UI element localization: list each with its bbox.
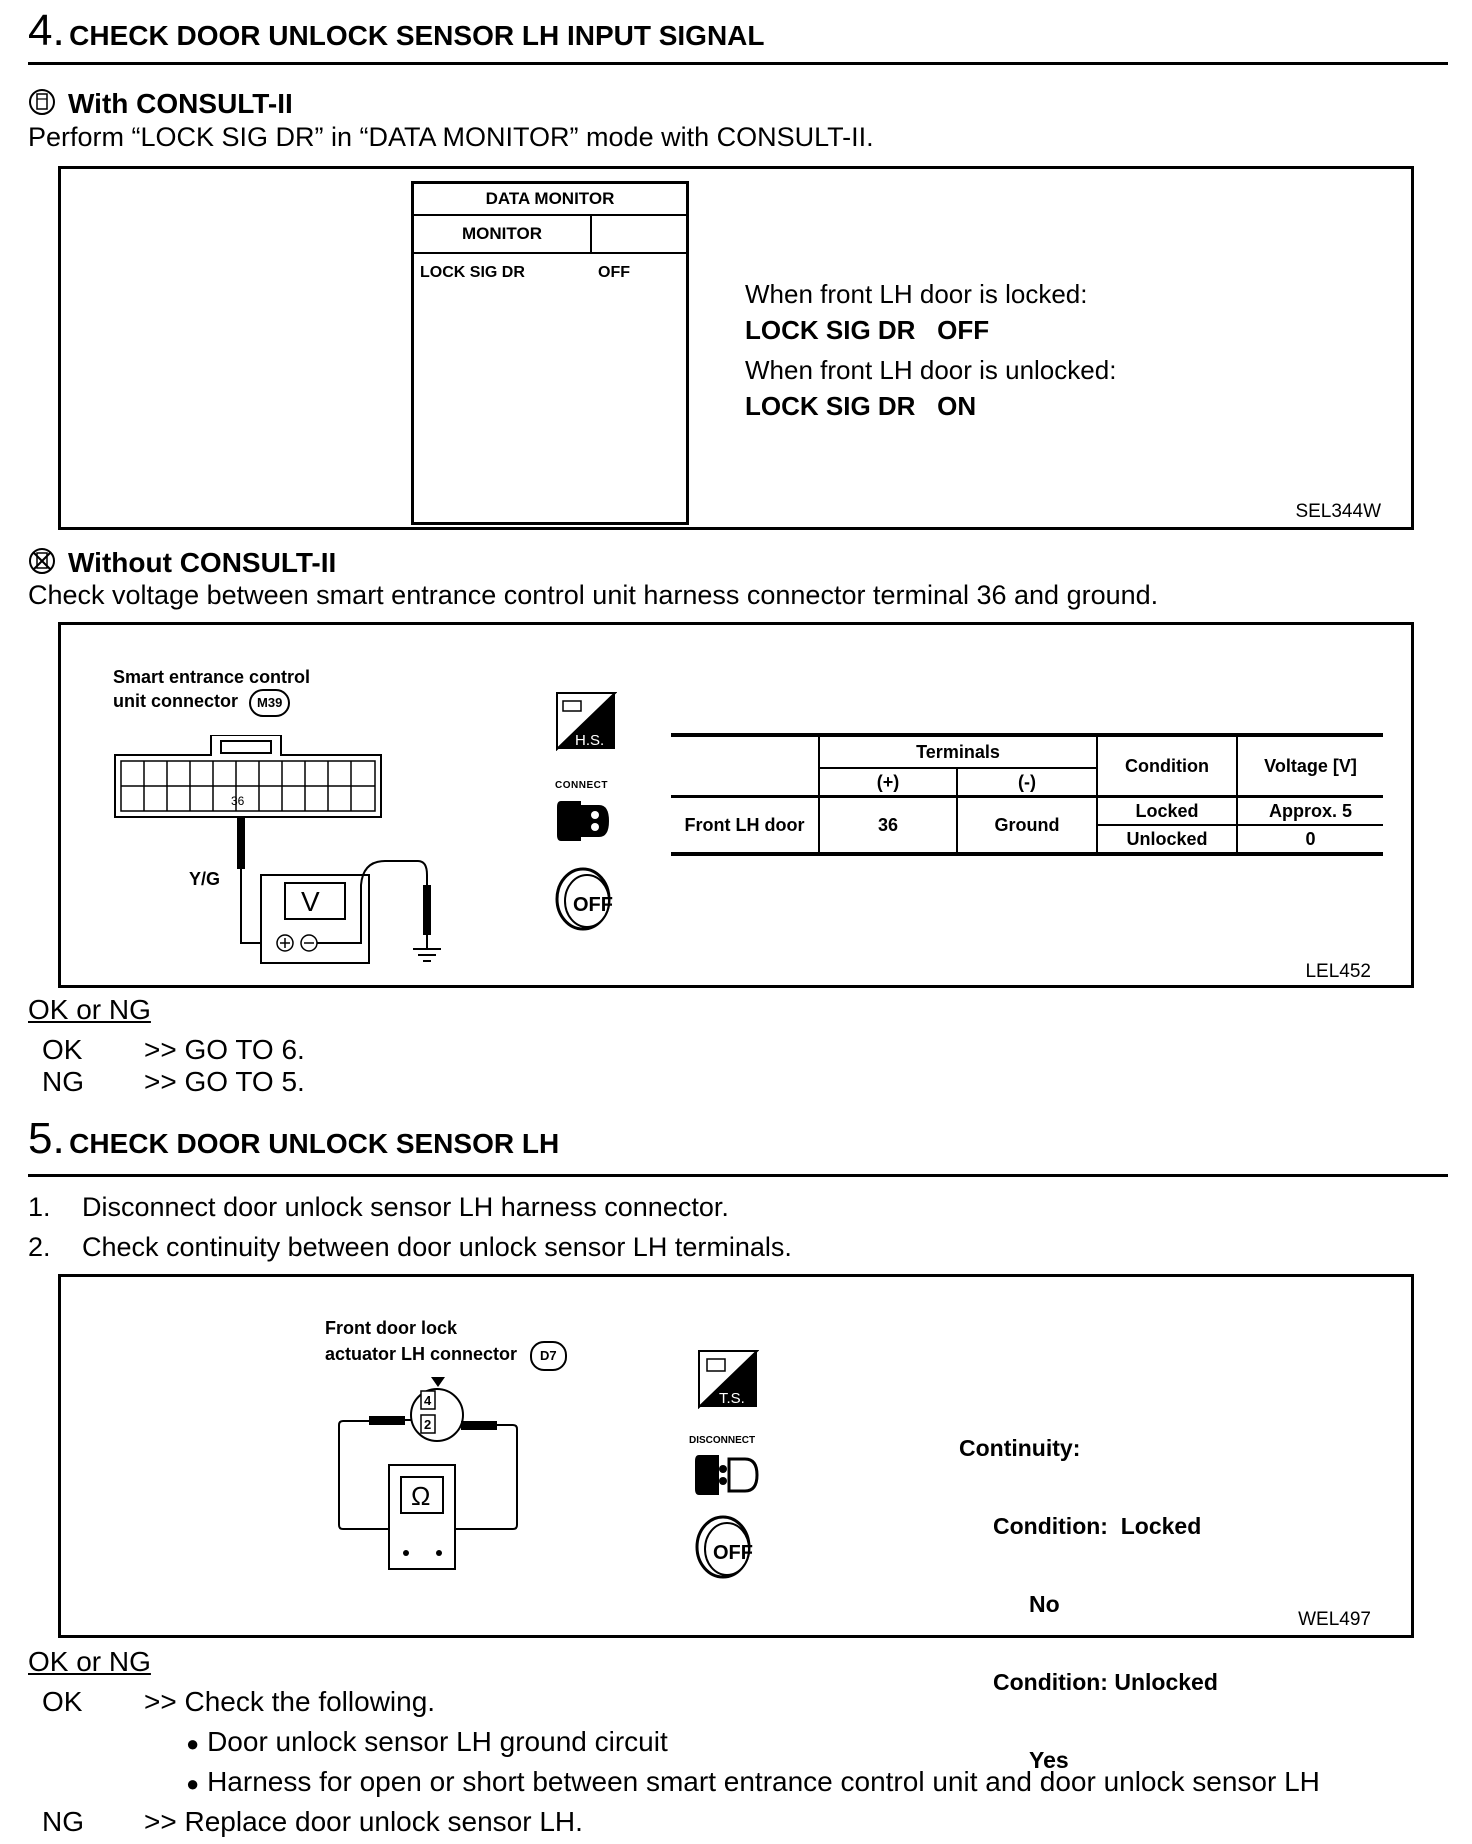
condition-header: Condition — [1097, 735, 1237, 797]
connector-label-line2: unit connector M39 — [113, 689, 310, 717]
probe-negative — [423, 885, 431, 935]
connector-code-badge: M39 — [249, 689, 290, 717]
no-consult-icon — [28, 547, 56, 575]
pin-a-label: 4 — [424, 1393, 432, 1408]
terminal-side-icon — [697, 1349, 759, 1409]
terminals-header: Terminals — [819, 735, 1097, 768]
connector-lock-tab — [431, 1377, 445, 1387]
harness-side-icon — [555, 691, 617, 751]
figure-sel344w — [58, 166, 1414, 530]
condition-unlocked: Condition: Unlocked — [993, 1669, 1218, 1695]
figure-lel452 — [58, 622, 1414, 988]
with-consult-instruction: Perform “LOCK SIG DR” in “DATA MONITOR” mode with CONSULT-II. — [28, 122, 874, 152]
step4-number: 4. — [28, 6, 65, 55]
monitor-item: LOCK SIG DR — [420, 264, 525, 281]
voltage-cell: Approx. 5 — [1237, 797, 1383, 826]
actuator-label-line1: Front door lock — [325, 1318, 457, 1338]
terminal-36-label: 36 — [231, 794, 245, 808]
continuity-circuit-diagram — [329, 1375, 529, 1585]
hs-label: H.S. — [575, 732, 605, 749]
pin-b-label: 2 — [424, 1417, 432, 1432]
condition-locked: Condition: Locked — [993, 1513, 1202, 1539]
step5-item-2: 2. Check continuity between door unlock sensor LH terminals. — [28, 1232, 792, 1262]
figure-id: WEL497 — [1298, 1609, 1371, 1630]
plus-header: (+) — [819, 768, 957, 797]
data-monitor-row — [414, 254, 686, 294]
ok-action: >> Check the following. — [144, 1686, 436, 1717]
ignition-off-icon — [553, 865, 617, 935]
plus-value-cell: 36 — [819, 797, 957, 855]
probe-right — [461, 1421, 497, 1430]
step4-divider — [28, 62, 1448, 65]
item-cell: Front LH door — [671, 797, 819, 855]
step4-title-text: CHECK DOOR UNLOCK SENSOR LH INPUT SIGNAL — [69, 20, 765, 51]
condition-cell: Unlocked — [1097, 825, 1237, 854]
step4-title — [28, 6, 765, 56]
wire-color-label: Y/G — [189, 869, 221, 889]
without-consult-instruction: Check voltage between smart entrance control unit harness connector terminal 36 and ground. — [28, 580, 1159, 610]
minus-value-cell: Ground — [957, 797, 1097, 855]
result-heading: OK or NG — [28, 1646, 151, 1677]
unlocked-caption: When front LH door is unlocked: — [745, 355, 1117, 385]
ignition-off-icon — [693, 1513, 757, 1583]
probe-left — [369, 1416, 405, 1425]
condition-locked-result: No — [1029, 1591, 1060, 1617]
actuator-label-line2: actuator LH connector D7 — [325, 1341, 567, 1371]
ohmmeter-symbol: Ω — [411, 1481, 431, 1511]
condition-unlocked-result: Yes — [1029, 1747, 1069, 1773]
with-consult-heading — [28, 88, 293, 120]
step5-divider — [28, 1174, 1448, 1177]
step5-number: 5. — [28, 1114, 65, 1163]
disconnect-icon — [693, 1449, 763, 1501]
connect-label: CONNECT — [555, 780, 608, 791]
bullet-item: ● Harness for open or short between smart entrance control unit and door unlock sensor LH — [186, 1766, 1320, 1797]
connect-icon — [555, 795, 615, 847]
with-consult-heading-text: With CONSULT-II — [68, 88, 293, 119]
unlocked-value: LOCK SIG DR ON — [745, 391, 977, 421]
bullet-item: ● Door unlock sensor LH ground circuit — [186, 1726, 668, 1757]
figure-id: SEL344W — [1295, 501, 1381, 522]
figure-id: LEL452 — [1305, 961, 1371, 982]
voltage-circuit-diagram — [113, 735, 473, 975]
bullet-icon: ● — [186, 1771, 200, 1796]
bullet-icon: ● — [186, 1731, 200, 1756]
locked-caption: When front LH door is locked: — [745, 279, 1088, 309]
data-monitor-screen — [411, 181, 689, 525]
probe-positive — [237, 817, 245, 869]
ok-code: OK — [42, 1034, 83, 1065]
locked-value: LOCK SIG DR OFF — [745, 315, 990, 345]
connector-latch — [221, 741, 271, 753]
monitor-column-header: MONITOR — [414, 216, 592, 252]
consult-icon — [28, 88, 56, 116]
without-consult-heading-text: Without CONSULT-II — [68, 547, 337, 578]
ignition-off-label: OFF — [573, 894, 613, 916]
step5-item-1: 1. Disconnect door unlock sensor LH harness connector. — [28, 1192, 729, 1222]
connector-label-line1: Smart entrance control — [113, 667, 311, 687]
ignition-off-label: OFF — [713, 1542, 753, 1564]
ok-action: >> GO TO 6. — [144, 1034, 305, 1065]
data-monitor-header-row — [414, 216, 686, 254]
voltage-header: Voltage [V] — [1264, 755, 1357, 776]
ng-action: >> Replace door unlock sensor LH. — [144, 1806, 583, 1837]
continuity-spec — [959, 1383, 1218, 1825]
ts-label: T.S. — [719, 1390, 745, 1407]
disconnect-label: DISCONNECT — [689, 1435, 756, 1446]
connector-label — [113, 665, 310, 717]
ng-action: >> GO TO 5. — [144, 1066, 305, 1097]
connector-code-badge: D7 — [530, 1341, 567, 1371]
actuator-connector — [411, 1389, 463, 1441]
voltage-cell: 0 — [1305, 828, 1316, 849]
ng-code: NG — [42, 1066, 84, 1097]
value-column-header — [592, 216, 686, 252]
without-consult-heading — [28, 547, 336, 579]
actuator-connector-label — [325, 1315, 567, 1371]
voltmeter-symbol: V — [301, 886, 320, 917]
ng-code: NG — [42, 1806, 84, 1837]
voltage-spec-table — [671, 733, 1383, 856]
step5-title — [28, 1114, 559, 1164]
minus-header: (-) — [957, 768, 1097, 797]
ground-icon — [413, 949, 441, 961]
result-heading: OK or NG — [28, 994, 151, 1025]
monitor-value: OFF — [598, 264, 630, 281]
condition-cell: Locked — [1097, 797, 1237, 826]
step5-title-text: CHECK DOOR UNLOCK SENSOR LH — [69, 1128, 560, 1159]
ok-code: OK — [42, 1686, 83, 1717]
data-monitor-title: DATA MONITOR — [414, 184, 686, 216]
continuity-heading: Continuity: — [959, 1435, 1081, 1461]
